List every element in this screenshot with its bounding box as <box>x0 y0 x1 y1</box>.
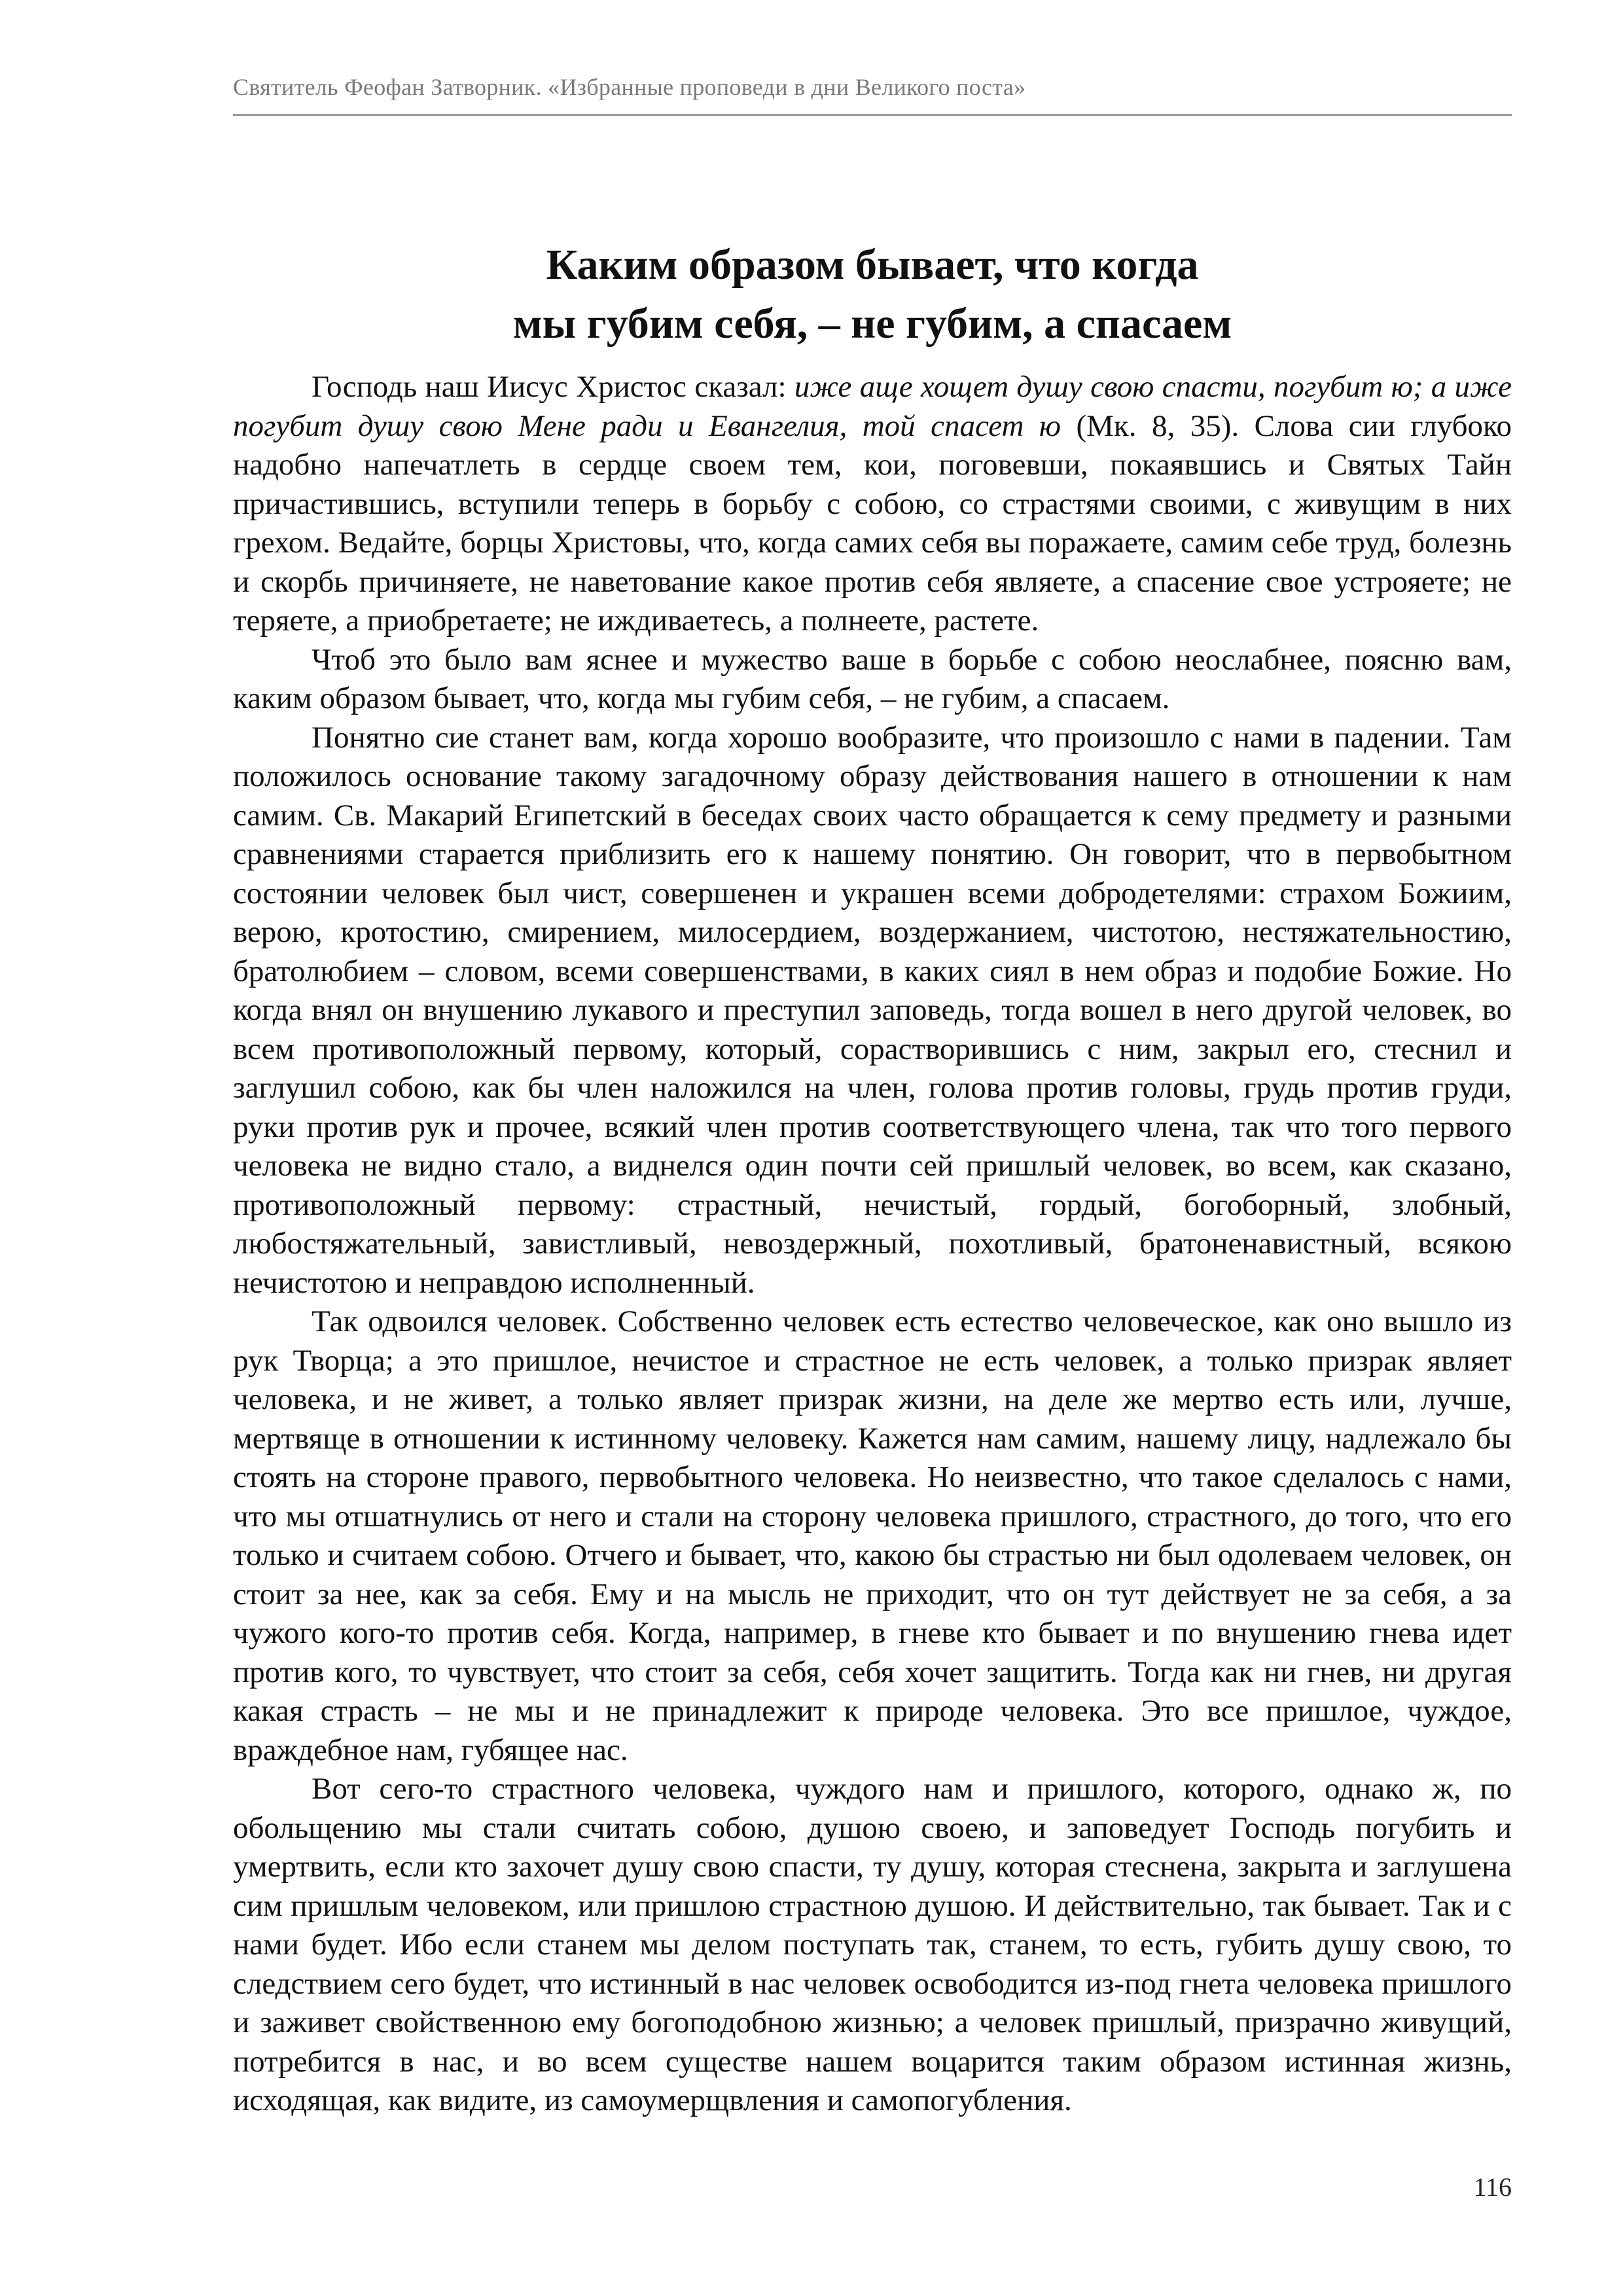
paragraph-1 <box>233 368 1512 641</box>
chapter-title-line-2: мы губим себя, – не губим, а спасаем <box>512 300 1232 348</box>
page-number: 116 <box>1473 2172 1512 2202</box>
body-text <box>233 368 1512 2121</box>
paragraph-1-rest: (Мк. 8, 35). Слова сии глубоко надобно напечатлеть в сердце своем тем, кои, поговевши, покаявшись и Святых Тайн причастившись, вступили теперь в борьбу с собою, со страстями своими, с живущим в них грехом. Ведайте, борцы Христовы, что, когда самих себя вы поражаете, самим себе труд, болезнь и скорбь причиняете, не наветование какое против себя являете, а спасение свое устрояете; не теряете, а приобретаете; не иждиваетесь, а полнеете, растете. <box>233 408 1512 637</box>
scripture-quote: иже аще хощет душу свою спасти, погубит ю; а иже погубит душу свою Мене ради и Евангелия, той спасет ю <box>233 370 1512 443</box>
paragraph-4: Так одвоился человек. Собственно человек есть естество человеческое, как оно вышло из рук Творца; а это пришлое, нечистое и страстное не есть человек, а только призрак являет человека, и не живет, а только являет призрак жизни, на деле же мертво есть или, лучше, мертвяще в отношении к истинному человеку. Кажется нам самим, нашему лицу, надлежало бы стоять на стороне правого, первобытного человека. Но неизвестно, что такое сделалось с нами, что мы отшатнулись от него и стали на сторону человека пришлого, страстного, до того, что его только и считаем собою. Отчего и бывает, что, какою бы страстью ни был одолеваем человек, он стоит за нее, как за себя. Ему и на мысль не приходит, что он тут действует не за себя, а за чужого кого-то против себя. Когда, например, в гневе кто бывает и по внушению гнева идет против кого, то чувствует, что стоит за себя, себя хочет защитить. Тогда как ни гнев, ни другая какая страсть – не мы и не принадлежит к природе человека. Это все пришлое, чуждое, враждебное нам, губящее нас. <box>233 1304 1512 1767</box>
paragraph-2: Чтоб это было вам яснее и мужество ваше в борьбе с собою неослабнее, поясню вам, каким образом бывает, что, когда мы губим себя, – не губим, а спасаем. <box>233 642 1512 715</box>
running-head: Святитель Феофан Затворник. «Избранные проповеди в дни Великого поста» <box>233 74 1026 100</box>
chapter-title-line-1: Каким образом бывает, что когда <box>546 241 1199 289</box>
chapter-title <box>233 236 1512 353</box>
paragraph-1-lead: Господь наш Иисус Христос сказал: <box>312 370 794 404</box>
paragraph-3: Понятно сие станет вам, когда хорошо вообразите, что произошло с нами в падении. Там положилось основание такому загадочному образу действования нашего в отношении к нам самим. Св. Макарий Египетский в беседах своих часто обращается к сему предмету и разными сравнениями старается приблизить его к нашему понятию. Он говорит, что в первобытном состоянии человек был чист, совершенен и украшен всеми добродетелями: страхом Божиим, верою, кротостию, смирением, милосердием, воздержанием, чистотою, нестяжательностию, братолюбием – словом, всеми совершенствами, в каких сиял в нем образ и подобие Божие. Но когда внял он внушению лукавого и преступил заповедь, тогда вошел в него другой человек, во всем противоположный первому, который, сорастворившись с ним, закрыл его, стеснил и заглушил собою, как бы член наложился на член, голова против головы, грудь против груди, руки против рук и прочее, всякий член против соответствующего члена, так что того первого человека не видно стало, а виднелся один почти сей пришлый человек, во всем, как сказано, противоположный первому: страстный, нечистый, гордый, богоборный, злобный, любостяжательный, завистливый, невоздержный, похотливый, братоненавистный, всякою нечистотою и неправдою исполненный. <box>233 720 1512 1300</box>
header-rule <box>233 114 1512 116</box>
paragraph-5: Вот сего-то страстного человека, чуждого нам и пришлого, которого, однако ж, по обольщению мы стали считать собою, душою своею, и заповедует Господь погубить и умертвить, если кто захочет душу свою спасти, ту душу, которая стеснена, закрыта и заглушена сим пришлым человеком, или пришлою страстною душою. И действительно, так бывает. Так и с нами будет. Ибо если станем мы делом поступать так, станем, то есть, губить душу свою, то следствием сего будет, что истинный в нас человек освободится из-под гнета человека пришлого и заживет свойственною ему богоподобною жизнью; а человек пришлый, призрачно живущий, потребится в нас, и во всем существе нашем воцарится таким образом истинная жизнь, исходящая, как видите, из самоумерщвления и самопогубления. <box>233 1772 1512 2117</box>
